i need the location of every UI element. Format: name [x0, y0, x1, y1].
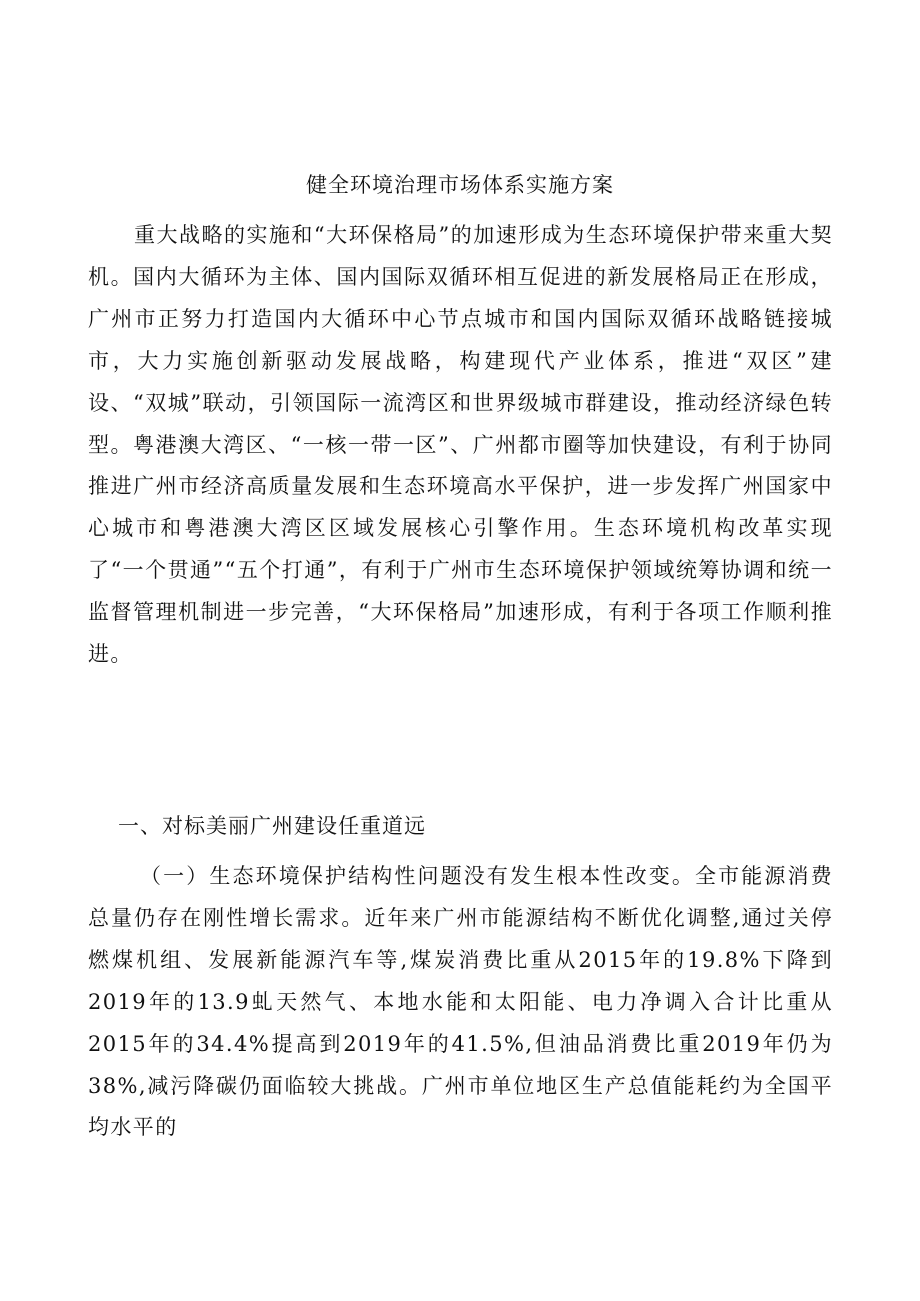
body-paragraph-section-1: （一）生态环境保护结构性问题没有发生根本性改变。全市能源消费总量仍存在刚性增长需求。近年来广州市能源结构不断优化调整,通过关停燃煤机组、发展新能源汽车等,煤炭消费比重从2015年的19.8%下降到2019年的13.9虬天然气、本地水能和太阳能、电力净调入合计比重从2015年的34.4%提高到2019年的41.5%,但油品消费比重2019年仍为38%,减污降碳仍面临较大挑战。广州市单位地区生产总值能耗约为全国平均水平的 — [88, 864, 833, 1140]
document-title: 健全环境治理市场体系实施方案 — [306, 173, 614, 197]
section-heading: 一、对标美丽广州建设任重道远 — [118, 814, 426, 838]
body-paragraph-intro: 重大战略的实施和“大环保格局”的加速形成为生态环境保护带来重大契机。国内大循环为主体、国内国际双循环相互促进的新发展格局正在形成，广州市正努力打造国内大循环中心节点城市和国内国际双循环战略链接城市，大力实施创新驱动发展战略，构建现代产业体系，推进“双区”建设、“双城”联动，引领国际一流湾区和世界级城市群建设，推动经济绿色转型。粤港澳大湾区、“一核一带一区”、广州都市圈等加快建设，有利于协同推进广州市经济高质量发展和生态环境高水平保护，进一步发挥广州国家中心城市和粤港澳大湾区区域发展核心引擎作用。生态环境机构改革实现了“一个贯通”“五个打通”，有利于广州市生态环境保护领域统筹协调和统一监督管理机制进一步完善，“大环保格局”加速形成，有利于各项工作顺利推进。 — [88, 223, 833, 667]
